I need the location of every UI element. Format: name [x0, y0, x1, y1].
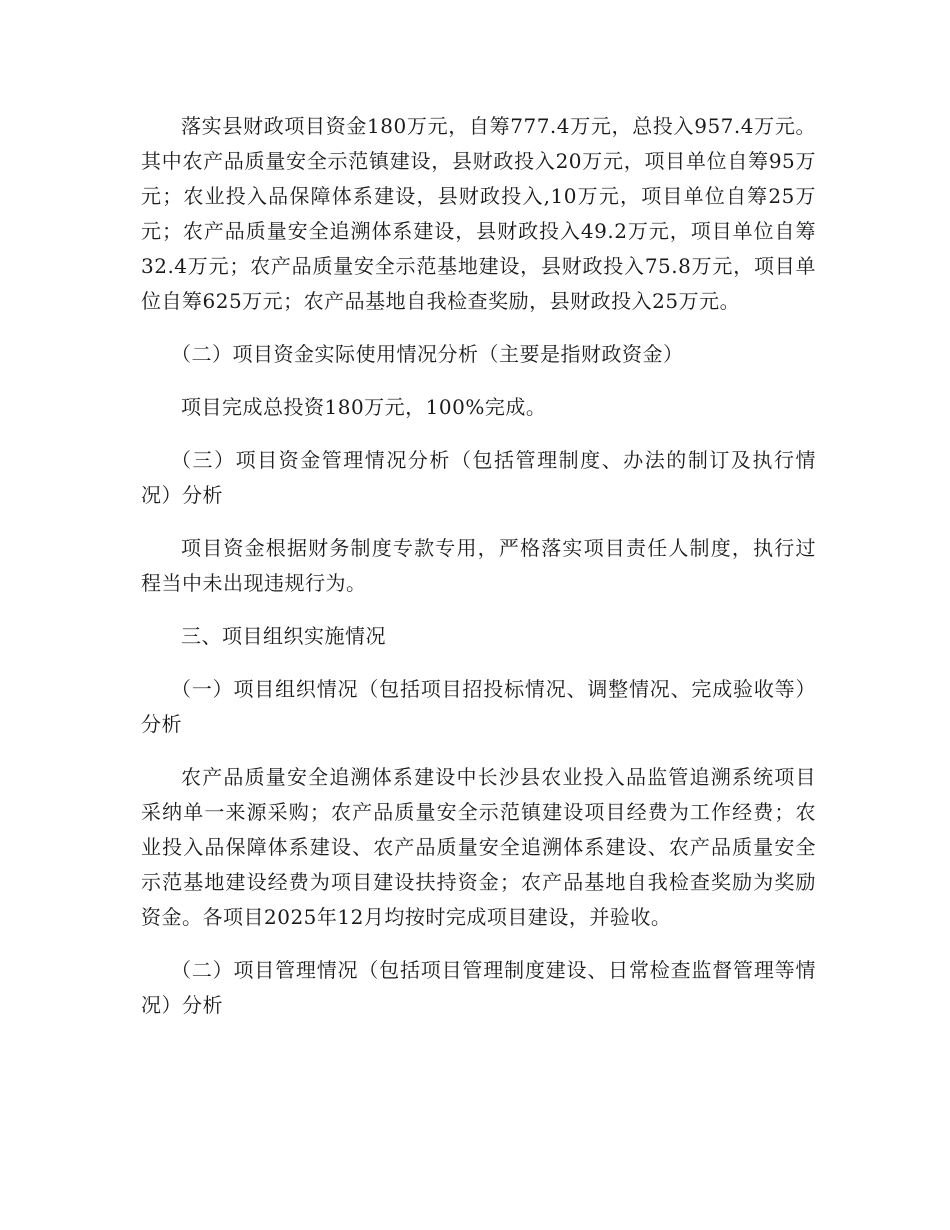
- paragraph-fund-usage: 项目完成总投资180万元，100%完成。: [181, 395, 547, 419]
- subheading-project-management: （二）项目管理情况（包括项目管理制度建设、日常检查监督管理等情况）分析: [141, 958, 816, 1017]
- subheading-fund-usage: （二）项目资金实际使用情况分析（主要是指财政资金）: [171, 342, 684, 366]
- section-heading-implementation: 三、项目组织实施情况: [181, 624, 386, 648]
- subheading-fund-management: （三）项目资金管理情况分析（包括管理制度、办法的制订及执行情况）分析: [141, 448, 816, 507]
- paragraph-fund-management: 项目资金根据财务制度专款专用，严格落实项目责任人制度，执行过程当中未出现违规行为。: [141, 536, 816, 595]
- paragraph-funding-overview: 落实县财政项目资金180万元，自筹777.4万元，总投入957.4万元。其中农产品质量安全示范镇建设，县财政投入20万元，项目单位自筹95万元；农业投入品保障体系建设，县财政投入,10万元，项目单位自筹25万元；农产品质量安全追溯体系建设，县财政投入49.2万元，项目单位自筹32.4万元；农产品质量安全示范基地建设，县财政投入75.8万元，项目单位自筹625万元；农产品基地自我检查奖励，县财政投入25万元。: [141, 114, 816, 313]
- document-body: [141, 109, 816, 1041]
- subheading-organization: （一）项目组织情况（包括项目招投标情况、调整情况、完成验收等）分析: [141, 677, 816, 736]
- paragraph-organization: 农产品质量安全追溯体系建设中长沙县农业投入品监管追溯系统项目采纳单一来源采购；农产品质量安全示范镇建设项目经费为工作经费；农业投入品保障体系建设、农产品质量安全追溯体系建设、农产品质量安全示范基地建设经费为项目建设扶持资金；农产品基地自我检查奖励为奖励资金。各项目2025年12月均按时完成项目建设，并验收。: [141, 765, 816, 929]
